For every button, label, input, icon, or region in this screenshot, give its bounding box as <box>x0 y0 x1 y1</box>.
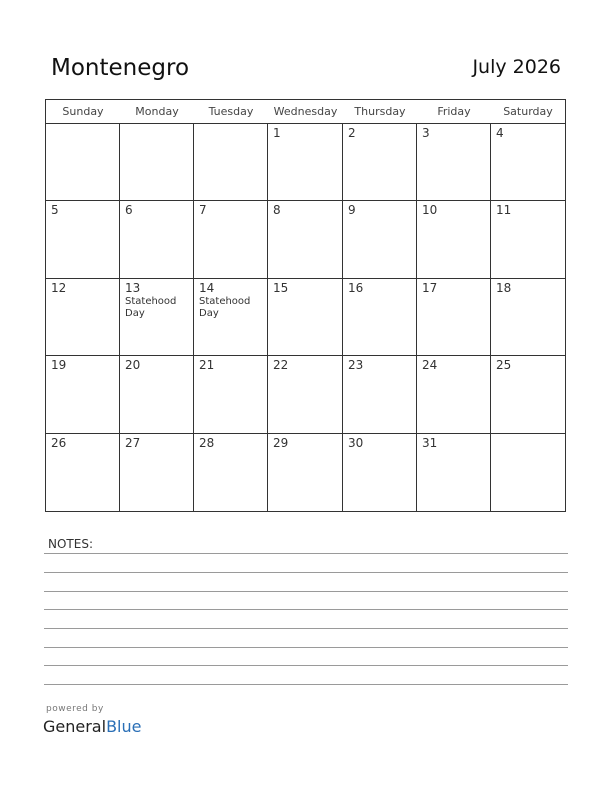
day-cell <box>120 279 194 356</box>
calendar-grid <box>45 99 566 512</box>
holiday-label: Statehood Day <box>125 295 177 319</box>
brand-blue: Blue <box>106 717 142 736</box>
day-number: 5 <box>51 203 59 218</box>
weekday-saturday: Saturday <box>503 105 553 118</box>
day-cell <box>268 356 343 433</box>
weekday-monday: Monday <box>135 105 179 118</box>
day-number: 14 <box>199 280 215 295</box>
note-line <box>44 553 568 554</box>
day-number: 29 <box>273 435 289 450</box>
brand-logo <box>43 717 141 736</box>
day-cell <box>491 434 565 511</box>
day-number: 28 <box>199 435 215 450</box>
day-cell <box>343 356 417 433</box>
note-line <box>44 628 568 629</box>
day-cell <box>268 201 343 278</box>
holiday-label: Statehood Day <box>199 295 251 319</box>
day-cell <box>46 201 120 278</box>
day-number: 22 <box>273 358 289 373</box>
day-number: 3 <box>422 126 430 140</box>
day-cell <box>417 201 491 278</box>
day-number: 30 <box>348 435 364 450</box>
day-cell <box>194 279 268 356</box>
day-cell <box>491 201 565 278</box>
day-cell <box>343 434 417 511</box>
day-number: 26 <box>51 435 67 450</box>
day-number: 11 <box>496 203 512 218</box>
day-cell <box>268 124 343 201</box>
day-cell <box>417 279 491 356</box>
day-cell <box>194 434 268 511</box>
day-cell <box>46 124 120 201</box>
day-number: 8 <box>273 203 281 218</box>
day-cell <box>343 279 417 356</box>
day-cell <box>120 124 194 201</box>
day-cell <box>491 124 565 201</box>
note-line <box>44 609 568 610</box>
weekday-thursday: Thursday <box>354 105 406 118</box>
day-cell <box>417 434 491 511</box>
day-cell <box>120 434 194 511</box>
day-cell <box>268 279 343 356</box>
day-number: 23 <box>348 358 364 373</box>
brand-general: General <box>43 717 107 736</box>
day-cell <box>343 201 417 278</box>
day-number: 21 <box>199 358 215 373</box>
day-number: 17 <box>422 280 438 295</box>
day-cell <box>491 356 565 433</box>
month-title: July 2026 <box>472 56 561 78</box>
day-number: 7 <box>199 203 207 218</box>
day-number: 13 <box>125 280 141 295</box>
weekday-sunday: Sunday <box>62 105 104 118</box>
day-number: 6 <box>125 203 133 218</box>
note-line <box>44 591 568 592</box>
day-cell <box>417 356 491 433</box>
day-number: 2 <box>348 126 356 140</box>
day-cell <box>194 201 268 278</box>
day-number: 15 <box>273 280 289 295</box>
day-cell <box>417 124 491 201</box>
day-number: 31 <box>422 435 438 450</box>
calendar-weeks <box>46 124 565 511</box>
weekday-wednesday: Wednesday <box>273 105 338 118</box>
notes-label: NOTES: <box>48 537 93 551</box>
weekday-friday: Friday <box>437 105 471 118</box>
day-number: 25 <box>496 358 512 373</box>
note-line <box>44 684 568 685</box>
day-number: 1 <box>273 126 281 140</box>
day-cell <box>46 356 120 433</box>
day-number: 9 <box>348 203 356 218</box>
day-number: 16 <box>348 280 364 295</box>
day-cell <box>268 434 343 511</box>
day-cell <box>46 434 120 511</box>
weekday-tuesday: Tuesday <box>208 105 254 118</box>
day-number: 10 <box>422 203 438 218</box>
day-number: 4 <box>496 126 504 140</box>
day-cell <box>343 124 417 201</box>
country-title: Montenegro <box>51 55 190 81</box>
note-line <box>44 572 568 573</box>
day-cell <box>46 279 120 356</box>
day-cell <box>120 356 194 433</box>
powered-by-text: powered by <box>46 704 104 714</box>
day-cell <box>491 279 565 356</box>
day-cell <box>194 124 268 201</box>
weekday-header <box>46 100 565 124</box>
day-number: 12 <box>51 280 67 295</box>
day-number: 24 <box>422 358 438 373</box>
day-number: 27 <box>125 435 141 450</box>
day-cell <box>120 201 194 278</box>
day-cell <box>194 356 268 433</box>
note-line <box>44 665 568 666</box>
day-number: 20 <box>125 358 141 373</box>
day-number: 18 <box>496 280 512 295</box>
note-line <box>44 647 568 648</box>
day-number: 19 <box>51 358 67 373</box>
